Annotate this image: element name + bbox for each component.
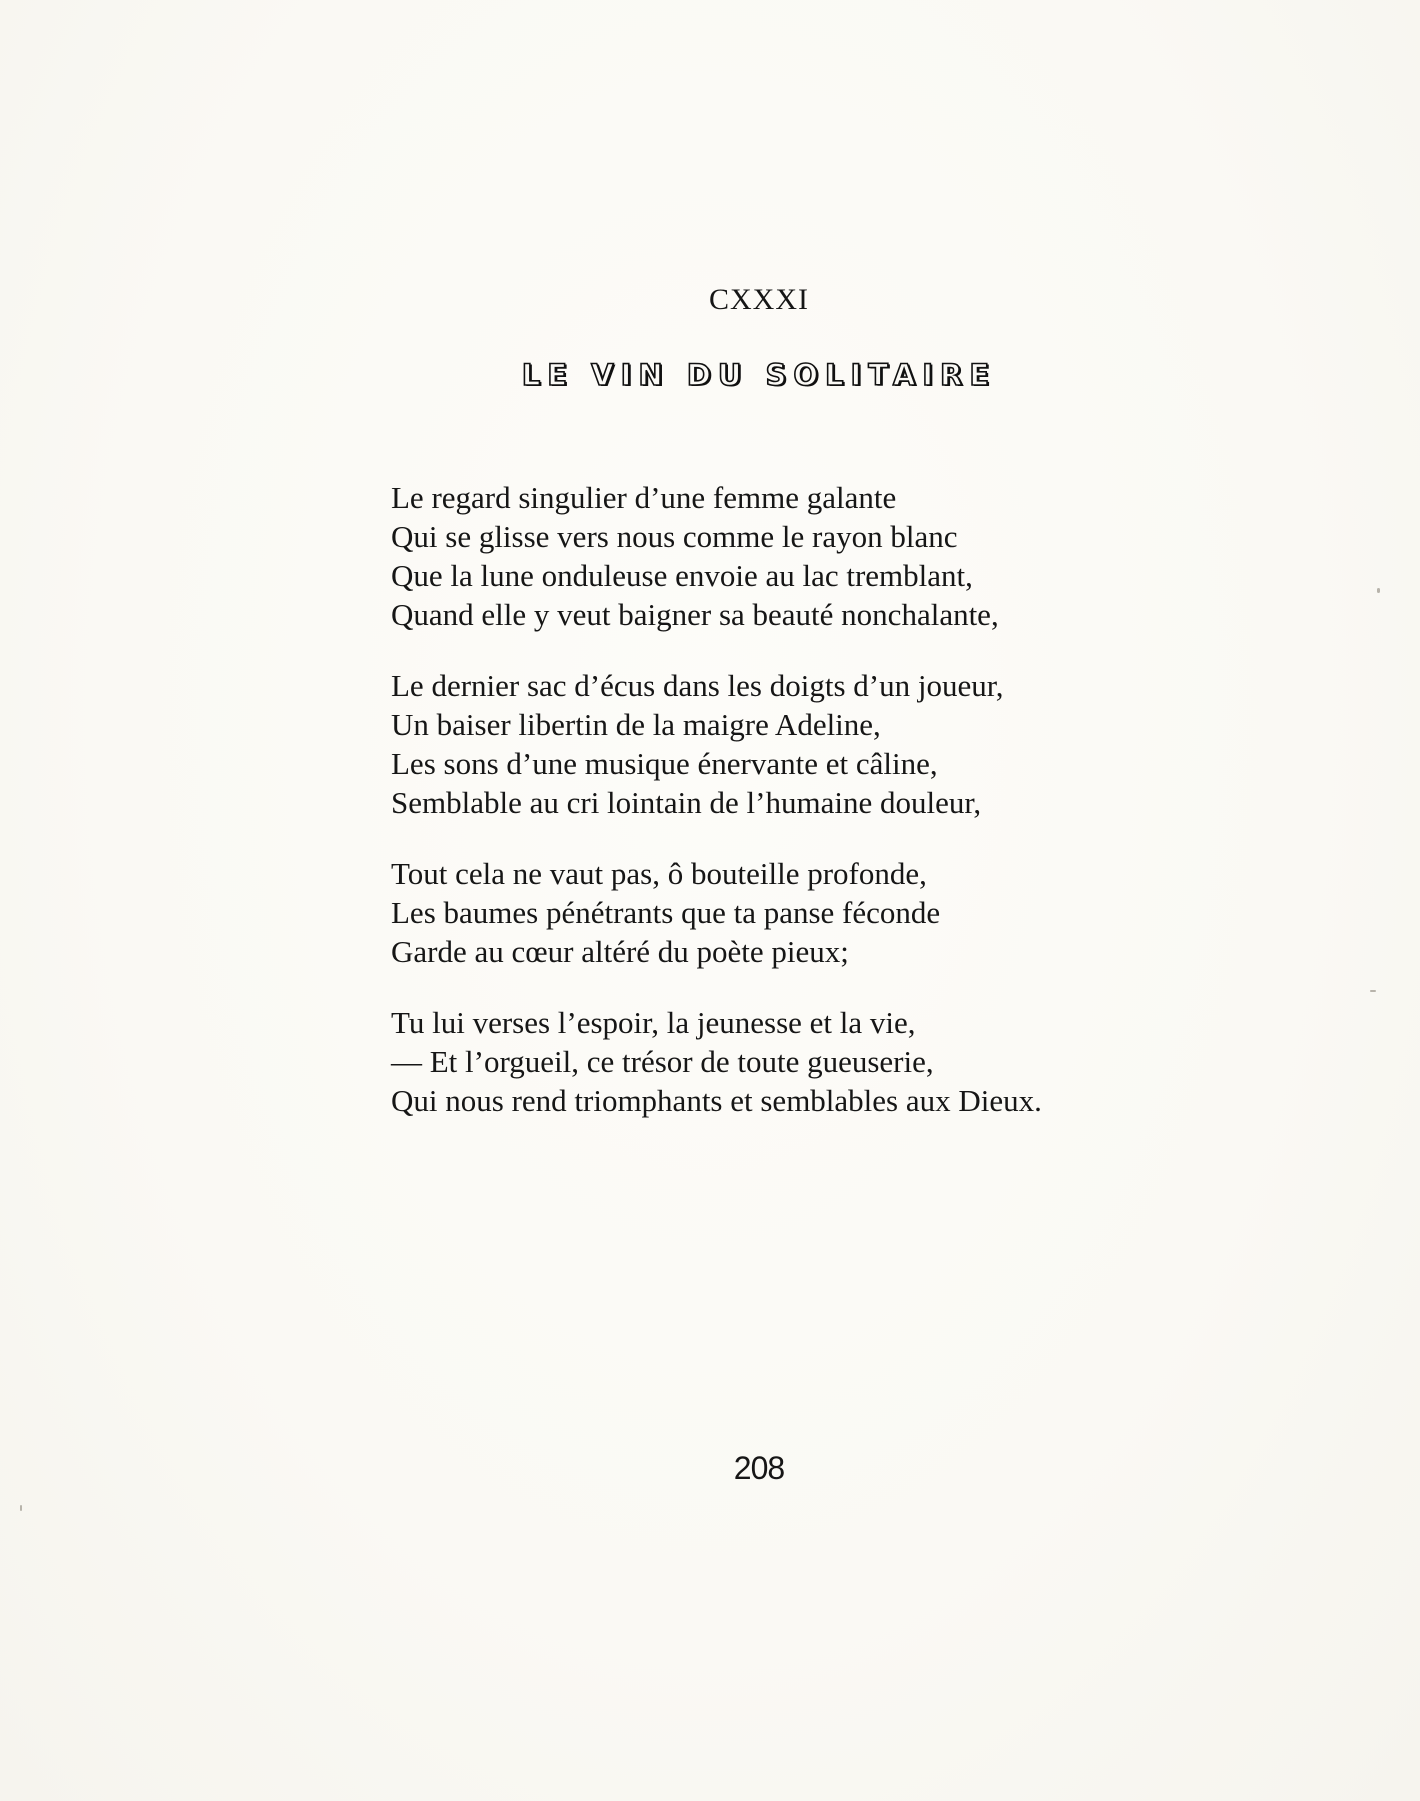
verse-line: Tout cela ne vaut pas, ô bouteille profonde, [391, 856, 927, 891]
stanza-3 [391, 854, 1391, 971]
verse-line: Que la lune onduleuse envoie au lac tremblant, [391, 558, 973, 593]
poem-title: LE VIN DU SOLITAIRE [521, 358, 997, 392]
verse-line: Qui se glisse vers nous comme le rayon blanc [391, 519, 958, 554]
verse-line: Le regard singulier d’une femme galante [391, 480, 897, 515]
stanza-4 [391, 1003, 1391, 1120]
verse-line: Quand elle y veut baigner sa beauté nonchalante, [391, 597, 999, 632]
stanza-1 [391, 478, 1391, 634]
verse-line: Qui nous rend triomphants et semblables aux Dieux. [391, 1083, 1042, 1118]
verse-line: — Et l’orgueil, ce trésor de toute gueuserie, [391, 1044, 934, 1079]
verse-line: Les baumes pénétrants que ta panse féconde [391, 895, 941, 930]
poem-number: CXXXI [709, 283, 809, 316]
page-number: 208 [733, 1450, 785, 1486]
verse-line: Tu lui verses l’espoir, la jeunesse et la vie, [391, 1005, 916, 1040]
paper-speck [1370, 990, 1376, 992]
verse-line: Un baiser libertin de la maigre Adeline, [391, 707, 881, 742]
stanza-2 [391, 666, 1391, 822]
verse-line: Le dernier sac d’écus dans les doigts d’un joueur, [391, 668, 1004, 703]
verse-line: Garde au cœur altéré du poète pieux; [391, 934, 849, 969]
verse-line: Les sons d’une musique énervante et câline, [391, 746, 938, 781]
verse-line: Semblable au cri lointain de l’humaine douleur, [391, 785, 982, 820]
paper-speck [20, 1505, 22, 1511]
paper-speck [1377, 588, 1380, 593]
poem-body [391, 478, 1391, 1152]
